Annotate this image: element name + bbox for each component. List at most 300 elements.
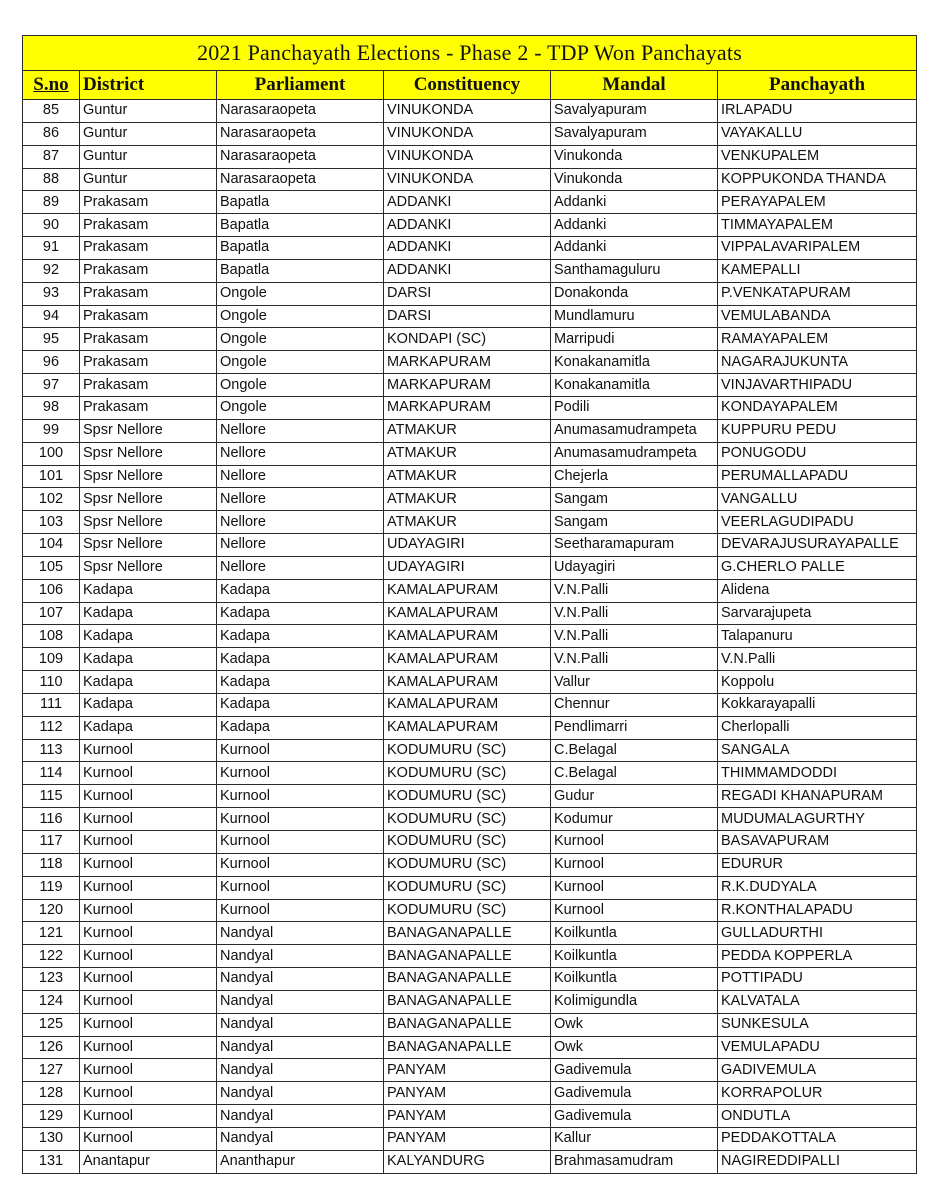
parliament-cell: Nandyal xyxy=(217,1036,384,1059)
constituency-cell: ADDANKI xyxy=(384,191,551,214)
panchayath-cell: VAYAKALLU xyxy=(718,122,917,145)
mandal-cell: V.N.Palli xyxy=(551,602,718,625)
column-header-parliament: Parliament xyxy=(217,71,384,100)
panchayath-cell: RAMAYAPALEM xyxy=(718,328,917,351)
table-row xyxy=(23,1127,917,1150)
constituency-cell: ADDANKI xyxy=(384,259,551,282)
sno-cell: 87 xyxy=(23,145,80,168)
district-cell: Kurnool xyxy=(80,1105,217,1128)
mandal-cell: Kolimigundla xyxy=(551,990,718,1013)
sno-cell: 96 xyxy=(23,351,80,374)
district-cell: Spsr Nellore xyxy=(80,511,217,534)
table-row xyxy=(23,259,917,282)
sno-cell: 106 xyxy=(23,579,80,602)
mandal-cell: Santhamaguluru xyxy=(551,259,718,282)
table-row xyxy=(23,442,917,465)
constituency-cell: PANYAM xyxy=(384,1105,551,1128)
sno-cell: 94 xyxy=(23,305,80,328)
parliament-cell: Nandyal xyxy=(217,1127,384,1150)
panchayath-cell: SUNKESULA xyxy=(718,1013,917,1036)
panchayath-cell: VINJAVARTHIPADU xyxy=(718,374,917,397)
mandal-cell: Koilkuntla xyxy=(551,945,718,968)
column-header-constituency: Constituency xyxy=(384,71,551,100)
mandal-cell: Owk xyxy=(551,1036,718,1059)
parliament-cell: Nandyal xyxy=(217,1013,384,1036)
parliament-cell: Narasaraopeta xyxy=(217,168,384,191)
mandal-cell: Kurnool xyxy=(551,876,718,899)
district-cell: Prakasam xyxy=(80,259,217,282)
panchayath-cell: PERAYAPALEM xyxy=(718,191,917,214)
parliament-cell: Kurnool xyxy=(217,831,384,854)
mandal-cell: Gadivemula xyxy=(551,1105,718,1128)
panchayath-cell: P.VENKATAPURAM xyxy=(718,282,917,305)
panchayath-cell: NAGIREDDIPALLI xyxy=(718,1150,917,1173)
table-row xyxy=(23,693,917,716)
mandal-cell: V.N.Palli xyxy=(551,648,718,671)
constituency-cell: KODUMURU (SC) xyxy=(384,739,551,762)
district-cell: Kurnool xyxy=(80,762,217,785)
results-sheet xyxy=(22,35,916,1174)
header-row xyxy=(23,71,917,100)
district-cell: Kurnool xyxy=(80,990,217,1013)
panchayath-cell: PEDDAKOTTALA xyxy=(718,1127,917,1150)
parliament-cell: Narasaraopeta xyxy=(217,122,384,145)
panchayath-cell: GULLADURTHI xyxy=(718,922,917,945)
district-cell: Prakasam xyxy=(80,328,217,351)
table-title: 2021 Panchayath Elections - Phase 2 - TDP Won Panchayats xyxy=(23,36,917,71)
district-cell: Guntur xyxy=(80,168,217,191)
constituency-cell: MARKAPURAM xyxy=(384,396,551,419)
sno-cell: 91 xyxy=(23,237,80,260)
constituency-cell: KAMALAPURAM xyxy=(384,579,551,602)
sno-cell: 99 xyxy=(23,419,80,442)
constituency-cell: KODUMURU (SC) xyxy=(384,785,551,808)
table-row xyxy=(23,328,917,351)
panchayath-cell: THIMMAMDODDI xyxy=(718,762,917,785)
sno-cell: 93 xyxy=(23,282,80,305)
table-row xyxy=(23,853,917,876)
table-row xyxy=(23,237,917,260)
table-row xyxy=(23,488,917,511)
mandal-cell: Gadivemula xyxy=(551,1059,718,1082)
table-row xyxy=(23,1013,917,1036)
mandal-cell: Konakanamitla xyxy=(551,351,718,374)
parliament-cell: Kurnool xyxy=(217,899,384,922)
mandal-cell: Donakonda xyxy=(551,282,718,305)
mandal-cell: Sangam xyxy=(551,511,718,534)
panchayath-cell: DEVARAJUSURAYAPALLE xyxy=(718,534,917,557)
sno-cell: 100 xyxy=(23,442,80,465)
parliament-cell: Kurnool xyxy=(217,762,384,785)
constituency-cell: KODUMURU (SC) xyxy=(384,831,551,854)
district-cell: Kurnool xyxy=(80,922,217,945)
parliament-cell: Ananthapur xyxy=(217,1150,384,1173)
parliament-cell: Bapatla xyxy=(217,237,384,260)
parliament-cell: Kurnool xyxy=(217,785,384,808)
table-row xyxy=(23,282,917,305)
district-cell: Spsr Nellore xyxy=(80,465,217,488)
constituency-cell: UDAYAGIRI xyxy=(384,534,551,557)
panchayath-cell: Cherlopalli xyxy=(718,716,917,739)
district-cell: Kadapa xyxy=(80,579,217,602)
mandal-cell: Savalyapuram xyxy=(551,122,718,145)
mandal-cell: Pendlimarri xyxy=(551,716,718,739)
constituency-cell: KAMALAPURAM xyxy=(384,602,551,625)
district-cell: Prakasam xyxy=(80,351,217,374)
district-cell: Kurnool xyxy=(80,739,217,762)
table-row xyxy=(23,1036,917,1059)
table-row xyxy=(23,762,917,785)
sno-cell: 102 xyxy=(23,488,80,511)
table-body xyxy=(23,100,917,1174)
table-row xyxy=(23,899,917,922)
mandal-cell: Kallur xyxy=(551,1127,718,1150)
district-cell: Prakasam xyxy=(80,237,217,260)
constituency-cell: KODUMURU (SC) xyxy=(384,808,551,831)
mandal-cell: Udayagiri xyxy=(551,556,718,579)
constituency-cell: VINUKONDA xyxy=(384,145,551,168)
sno-cell: 95 xyxy=(23,328,80,351)
table-row xyxy=(23,990,917,1013)
sno-cell: 98 xyxy=(23,396,80,419)
parliament-cell: Ongole xyxy=(217,282,384,305)
constituency-cell: KODUMURU (SC) xyxy=(384,762,551,785)
constituency-cell: ATMAKUR xyxy=(384,465,551,488)
panchayath-cell: KAMEPALLI xyxy=(718,259,917,282)
panchayath-cell: KOPPUKONDA THANDA xyxy=(718,168,917,191)
mandal-cell: V.N.Palli xyxy=(551,625,718,648)
table-row xyxy=(23,945,917,968)
sno-cell: 130 xyxy=(23,1127,80,1150)
district-cell: Prakasam xyxy=(80,396,217,419)
panchayath-cell: Kokkarayapalli xyxy=(718,693,917,716)
sno-cell: 127 xyxy=(23,1059,80,1082)
sno-cell: 123 xyxy=(23,968,80,991)
district-cell: Guntur xyxy=(80,122,217,145)
table-row xyxy=(23,511,917,534)
parliament-cell: Nellore xyxy=(217,442,384,465)
column-header-panchayath: Panchayath xyxy=(718,71,917,100)
district-cell: Spsr Nellore xyxy=(80,488,217,511)
constituency-cell: KAMALAPURAM xyxy=(384,716,551,739)
district-cell: Kurnool xyxy=(80,968,217,991)
table-row xyxy=(23,671,917,694)
sno-cell: 85 xyxy=(23,100,80,123)
sno-cell: 92 xyxy=(23,259,80,282)
panchayath-cell: V.N.Palli xyxy=(718,648,917,671)
panchayath-cell: VANGALLU xyxy=(718,488,917,511)
mandal-cell: Vallur xyxy=(551,671,718,694)
parliament-cell: Kurnool xyxy=(217,808,384,831)
parliament-cell: Ongole xyxy=(217,305,384,328)
constituency-cell: KONDAPI (SC) xyxy=(384,328,551,351)
panchayath-cell: POTTIPADU xyxy=(718,968,917,991)
district-cell: Prakasam xyxy=(80,191,217,214)
mandal-cell: Kurnool xyxy=(551,853,718,876)
constituency-cell: ATMAKUR xyxy=(384,419,551,442)
panchayath-cell: GADIVEMULA xyxy=(718,1059,917,1082)
parliament-cell: Kurnool xyxy=(217,739,384,762)
parliament-cell: Nellore xyxy=(217,465,384,488)
panchayath-cell: PERUMALLAPADU xyxy=(718,465,917,488)
table-row xyxy=(23,876,917,899)
mandal-cell: Marripudi xyxy=(551,328,718,351)
constituency-cell: DARSI xyxy=(384,305,551,328)
panchayath-cell: PEDDA KOPPERLA xyxy=(718,945,917,968)
sno-cell: 86 xyxy=(23,122,80,145)
panchayath-cell: VIPPALAVARIPALEM xyxy=(718,237,917,260)
parliament-cell: Nandyal xyxy=(217,1082,384,1105)
parliament-cell: Nandyal xyxy=(217,968,384,991)
table-row xyxy=(23,168,917,191)
district-cell: Kadapa xyxy=(80,671,217,694)
district-cell: Kadapa xyxy=(80,602,217,625)
sno-cell: 104 xyxy=(23,534,80,557)
sno-cell: 110 xyxy=(23,671,80,694)
mandal-cell: Konakanamitla xyxy=(551,374,718,397)
sno-cell: 103 xyxy=(23,511,80,534)
mandal-cell: Vinukonda xyxy=(551,145,718,168)
mandal-cell: Sangam xyxy=(551,488,718,511)
table-row xyxy=(23,625,917,648)
panchayath-cell: R.KONTHALAPADU xyxy=(718,899,917,922)
constituency-cell: DARSI xyxy=(384,282,551,305)
table-row xyxy=(23,374,917,397)
mandal-cell: Kodumur xyxy=(551,808,718,831)
panchayath-cell: R.K.DUDYALA xyxy=(718,876,917,899)
constituency-cell: MARKAPURAM xyxy=(384,374,551,397)
table-row xyxy=(23,122,917,145)
parliament-cell: Kadapa xyxy=(217,602,384,625)
parliament-cell: Narasaraopeta xyxy=(217,100,384,123)
parliament-cell: Narasaraopeta xyxy=(217,145,384,168)
parliament-cell: Nandyal xyxy=(217,945,384,968)
sno-cell: 131 xyxy=(23,1150,80,1173)
sno-cell: 89 xyxy=(23,191,80,214)
district-cell: Kurnool xyxy=(80,1036,217,1059)
panchayath-cell: KORRAPOLUR xyxy=(718,1082,917,1105)
constituency-cell: VINUKONDA xyxy=(384,122,551,145)
sno-cell: 105 xyxy=(23,556,80,579)
table-row xyxy=(23,579,917,602)
panchayath-cell: MUDUMALAGURTHY xyxy=(718,808,917,831)
district-cell: Kurnool xyxy=(80,1059,217,1082)
constituency-cell: ADDANKI xyxy=(384,237,551,260)
constituency-cell: VINUKONDA xyxy=(384,100,551,123)
table-row xyxy=(23,556,917,579)
table-row xyxy=(23,396,917,419)
parliament-cell: Nellore xyxy=(217,419,384,442)
sno-cell: 122 xyxy=(23,945,80,968)
constituency-cell: ATMAKUR xyxy=(384,511,551,534)
constituency-cell: PANYAM xyxy=(384,1082,551,1105)
mandal-cell: Chejerla xyxy=(551,465,718,488)
mandal-cell: C.Belagal xyxy=(551,762,718,785)
panchayath-cell: VEMULAPADU xyxy=(718,1036,917,1059)
panchayath-cell: IRLAPADU xyxy=(718,100,917,123)
panchayath-cell: PONUGODU xyxy=(718,442,917,465)
district-cell: Kurnool xyxy=(80,876,217,899)
parliament-cell: Nellore xyxy=(217,556,384,579)
constituency-cell: KODUMURU (SC) xyxy=(384,899,551,922)
mandal-cell: Mundlamuru xyxy=(551,305,718,328)
table-row xyxy=(23,534,917,557)
parliament-cell: Bapatla xyxy=(217,214,384,237)
sno-cell: 116 xyxy=(23,808,80,831)
sno-cell: 107 xyxy=(23,602,80,625)
sno-cell: 128 xyxy=(23,1082,80,1105)
sno-cell: 97 xyxy=(23,374,80,397)
district-cell: Spsr Nellore xyxy=(80,556,217,579)
panchayath-cell: EDURUR xyxy=(718,853,917,876)
table-row xyxy=(23,1082,917,1105)
district-cell: Prakasam xyxy=(80,374,217,397)
constituency-cell: KALYANDURG xyxy=(384,1150,551,1173)
mandal-cell: Kurnool xyxy=(551,831,718,854)
district-cell: Kurnool xyxy=(80,785,217,808)
district-cell: Kurnool xyxy=(80,1013,217,1036)
district-cell: Guntur xyxy=(80,145,217,168)
panchayath-cell: SANGALA xyxy=(718,739,917,762)
column-header-district: District xyxy=(80,71,217,100)
panchayath-cell: REGADI KHANAPURAM xyxy=(718,785,917,808)
constituency-cell: KAMALAPURAM xyxy=(384,671,551,694)
mandal-cell: Brahmasamudram xyxy=(551,1150,718,1173)
district-cell: Kurnool xyxy=(80,831,217,854)
results-table xyxy=(22,35,917,1174)
constituency-cell: KAMALAPURAM xyxy=(384,648,551,671)
constituency-cell: BANAGANAPALLE xyxy=(384,1013,551,1036)
sno-cell: 108 xyxy=(23,625,80,648)
table-row xyxy=(23,1150,917,1173)
mandal-cell: Gadivemula xyxy=(551,1082,718,1105)
sno-cell: 120 xyxy=(23,899,80,922)
constituency-cell: ATMAKUR xyxy=(384,488,551,511)
sno-cell: 90 xyxy=(23,214,80,237)
mandal-cell: Gudur xyxy=(551,785,718,808)
parliament-cell: Nandyal xyxy=(217,1059,384,1082)
parliament-cell: Kadapa xyxy=(217,671,384,694)
parliament-cell: Kadapa xyxy=(217,693,384,716)
sno-cell: 115 xyxy=(23,785,80,808)
parliament-cell: Kadapa xyxy=(217,648,384,671)
constituency-cell: BANAGANAPALLE xyxy=(384,922,551,945)
sno-cell: 124 xyxy=(23,990,80,1013)
table-row xyxy=(23,648,917,671)
parliament-cell: Bapatla xyxy=(217,259,384,282)
mandal-cell: Seetharamapuram xyxy=(551,534,718,557)
sno-cell: 125 xyxy=(23,1013,80,1036)
constituency-cell: BANAGANAPALLE xyxy=(384,990,551,1013)
constituency-cell: KODUMURU (SC) xyxy=(384,876,551,899)
constituency-cell: KAMALAPURAM xyxy=(384,693,551,716)
panchayath-cell: VEERLAGUDIPADU xyxy=(718,511,917,534)
sno-cell: 112 xyxy=(23,716,80,739)
parliament-cell: Kadapa xyxy=(217,625,384,648)
constituency-cell: BANAGANAPALLE xyxy=(384,968,551,991)
sno-cell: 113 xyxy=(23,739,80,762)
panchayath-cell: KUPPURU PEDU xyxy=(718,419,917,442)
column-header-mandal: Mandal xyxy=(551,71,718,100)
district-cell: Kurnool xyxy=(80,853,217,876)
mandal-cell: Chennur xyxy=(551,693,718,716)
parliament-cell: Nellore xyxy=(217,511,384,534)
mandal-cell: Anumasamudrampeta xyxy=(551,442,718,465)
parliament-cell: Kurnool xyxy=(217,853,384,876)
table-row xyxy=(23,1059,917,1082)
table-row xyxy=(23,305,917,328)
sno-cell: 118 xyxy=(23,853,80,876)
parliament-cell: Ongole xyxy=(217,328,384,351)
mandal-cell: Owk xyxy=(551,1013,718,1036)
parliament-cell: Nellore xyxy=(217,488,384,511)
table-row xyxy=(23,100,917,123)
district-cell: Prakasam xyxy=(80,305,217,328)
mandal-cell: Addanki xyxy=(551,191,718,214)
constituency-cell: PANYAM xyxy=(384,1127,551,1150)
sno-cell: 119 xyxy=(23,876,80,899)
panchayath-cell: G.CHERLO PALLE xyxy=(718,556,917,579)
parliament-cell: Kurnool xyxy=(217,876,384,899)
mandal-cell: Koilkuntla xyxy=(551,922,718,945)
table-row xyxy=(23,602,917,625)
district-cell: Kurnool xyxy=(80,1127,217,1150)
table-row xyxy=(23,968,917,991)
panchayath-cell: KALVATALA xyxy=(718,990,917,1013)
table-row xyxy=(23,465,917,488)
panchayath-cell: BASAVAPURAM xyxy=(718,831,917,854)
constituency-cell: BANAGANAPALLE xyxy=(384,945,551,968)
district-cell: Kadapa xyxy=(80,693,217,716)
table-row xyxy=(23,1105,917,1128)
parliament-cell: Nandyal xyxy=(217,922,384,945)
table-row xyxy=(23,716,917,739)
table-row xyxy=(23,191,917,214)
table-row xyxy=(23,922,917,945)
panchayath-cell: Alidena xyxy=(718,579,917,602)
parliament-cell: Nandyal xyxy=(217,1105,384,1128)
district-cell: Guntur xyxy=(80,100,217,123)
table-row xyxy=(23,808,917,831)
district-cell: Prakasam xyxy=(80,282,217,305)
panchayath-cell: Koppolu xyxy=(718,671,917,694)
parliament-cell: Ongole xyxy=(217,396,384,419)
district-cell: Kadapa xyxy=(80,648,217,671)
parliament-cell: Kadapa xyxy=(217,579,384,602)
panchayath-cell: VENKUPALEM xyxy=(718,145,917,168)
sno-cell: 109 xyxy=(23,648,80,671)
table-row xyxy=(23,145,917,168)
constituency-cell: PANYAM xyxy=(384,1059,551,1082)
constituency-cell: UDAYAGIRI xyxy=(384,556,551,579)
table-row xyxy=(23,419,917,442)
parliament-cell: Kadapa xyxy=(217,716,384,739)
mandal-cell: C.Belagal xyxy=(551,739,718,762)
mandal-cell: Kurnool xyxy=(551,899,718,922)
sno-cell: 111 xyxy=(23,693,80,716)
constituency-cell: MARKAPURAM xyxy=(384,351,551,374)
sno-cell: 121 xyxy=(23,922,80,945)
panchayath-cell: VEMULABANDA xyxy=(718,305,917,328)
parliament-cell: Nandyal xyxy=(217,990,384,1013)
mandal-cell: Addanki xyxy=(551,214,718,237)
constituency-cell: ADDANKI xyxy=(384,214,551,237)
table-row xyxy=(23,214,917,237)
mandal-cell: Podili xyxy=(551,396,718,419)
constituency-cell: KODUMURU (SC) xyxy=(384,853,551,876)
district-cell: Kurnool xyxy=(80,899,217,922)
sno-cell: 88 xyxy=(23,168,80,191)
